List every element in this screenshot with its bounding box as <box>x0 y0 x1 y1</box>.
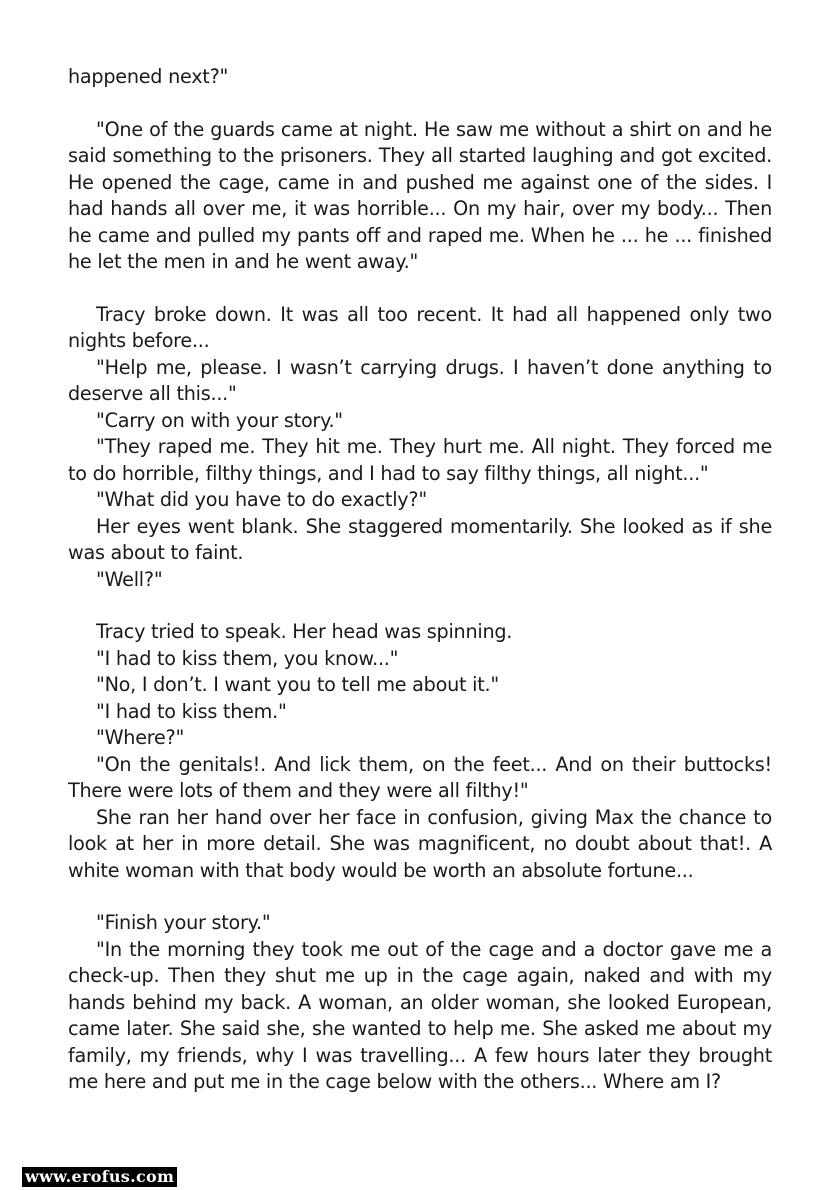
paragraph: Tracy tried to speak. Her head was spinning. <box>96 620 513 643</box>
paragraph: "I had to kiss them." <box>96 699 287 723</box>
paragraph: Tracy broke down. It was all too recent. It had all happened only two nights before... <box>68 302 772 352</box>
paragraph: "I had to kiss them, you know..." <box>96 646 399 670</box>
paragraph: "Help me, please. I wasn’t carrying drugs. I haven’t done anything to deserve all this..." <box>68 355 772 405</box>
paragraph: "What did you have to do exactly?" <box>96 488 427 511</box>
watermark-logo: www.erofus.com <box>22 1167 177 1187</box>
paragraph: Her eyes went blank. She staggered momentarily. She looked as if she was about to faint. <box>68 514 772 564</box>
paragraph: "Well?" <box>96 567 163 591</box>
paragraph: "No, I don’t. I want you to tell me about it." <box>96 673 499 696</box>
paragraph: "Finish your story." <box>96 911 271 934</box>
paragraph: "In the morning they took me out of the cage and a doctor gave me a check-up. Then they shut me up in the cage again, naked and with my hands behind my back. A woman, an older woman, she looked European, came later. She said she, she wanted to help me. She asked me about my family, my friends, why I was travelling... A few hours later they brought me here and put me in the cage below with the others... Where am I? <box>68 937 772 1093</box>
paragraph: "Where?" <box>96 726 185 749</box>
body-text <box>68 64 772 1096</box>
paragraph: "Carry on with your story." <box>96 408 343 432</box>
paragraph: "One of the guards came at night. He saw me without a shirt on and he said something to the prisoners. They all started laughing and got excited. He opened the cage, came in and pushed me against one of the sides. I had hands all over me, it was horrible... On my hair, over my body... Then he came and pulled my pants off and raped me. When he ... he ... finished he let the men in and he went away." <box>68 117 772 273</box>
paragraph: She ran her hand over her face in confusion, giving Max the chance to look at her in more detail. She was magnificent, no doubt about that!. A white woman with that body would be worth an absolute fortune... <box>68 805 772 882</box>
paragraph: "On the genitals!. And lick them, on the feet... And on their buttocks! There were lots of them and they were all filthy!" <box>68 752 772 802</box>
paragraph: "They raped me. They hit me. They hurt me. All night. They forced me to do horrible, filthy things, and I had to say filthy things, all night..." <box>68 435 772 485</box>
paragraph: happened next?" <box>68 65 229 88</box>
